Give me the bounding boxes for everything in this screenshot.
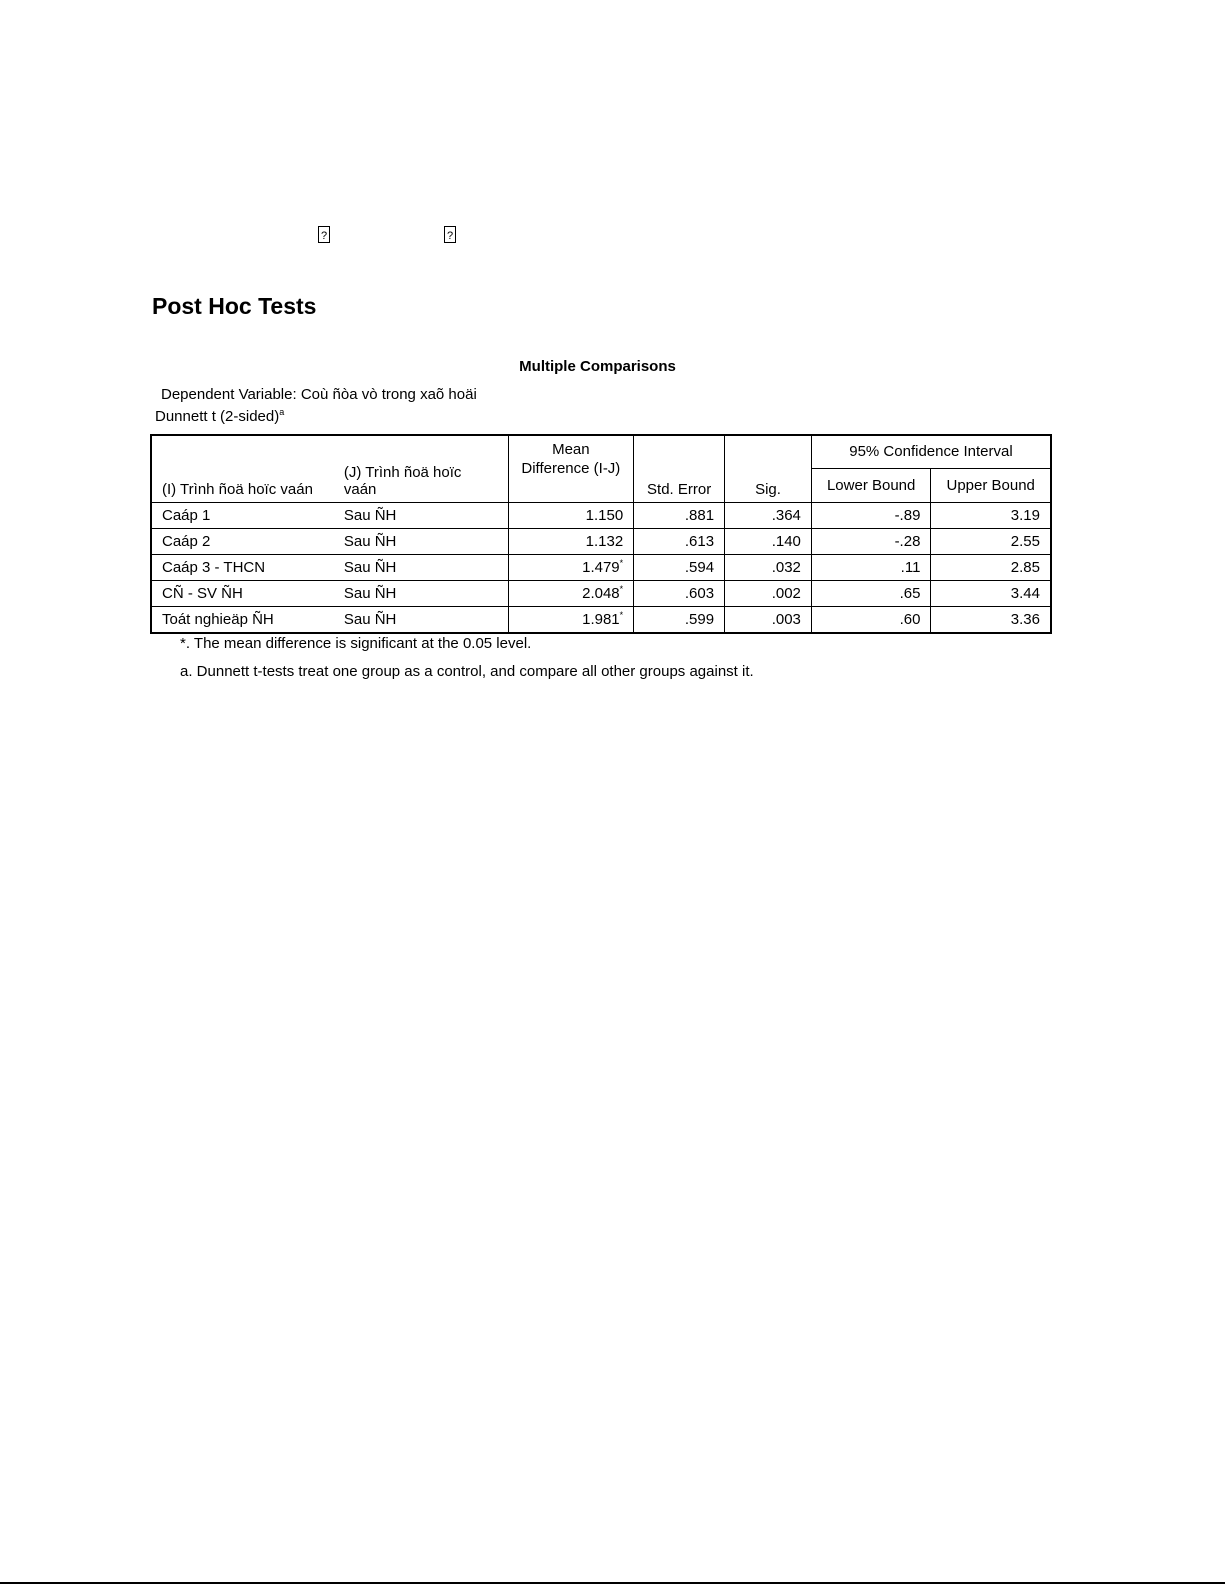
header-sig: Sig. bbox=[725, 435, 812, 503]
cell-mean-difference bbox=[508, 607, 634, 634]
header-mean-difference: Mean Difference (I-J) bbox=[508, 435, 634, 503]
missing-glyph-box: ? bbox=[444, 226, 456, 243]
cell-std-error: .603 bbox=[634, 581, 725, 607]
significance-star: * bbox=[619, 558, 624, 568]
cell-j: Sau ÑH bbox=[334, 607, 508, 634]
cell-mean-difference bbox=[508, 503, 634, 529]
header-confidence-interval: 95% Confidence Interval bbox=[811, 435, 1051, 468]
cell-lower-bound: -.89 bbox=[811, 503, 931, 529]
cell-i: CÑ - SV ÑH bbox=[151, 581, 334, 607]
cell-sig: .140 bbox=[725, 529, 812, 555]
cell-std-error: .881 bbox=[634, 503, 725, 529]
cell-j: Sau ÑH bbox=[334, 529, 508, 555]
cell-sig: .002 bbox=[725, 581, 812, 607]
header-upper-bound: Upper Bound bbox=[931, 468, 1051, 502]
cell-std-error: .613 bbox=[634, 529, 725, 555]
mean-difference-value: 1.981 bbox=[582, 611, 620, 628]
cell-upper-bound: 3.19 bbox=[931, 503, 1051, 529]
cell-j: Sau ÑH bbox=[334, 581, 508, 607]
test-method-label: Dunnett t (2-sided) bbox=[155, 408, 280, 425]
section-heading: Post Hoc Tests bbox=[152, 293, 317, 319]
header-lower-bound: Lower Bound bbox=[811, 468, 931, 502]
footnote-significance: *. The mean difference is significant at the 0.05 level. bbox=[180, 635, 532, 652]
header-j: (J) Trình ñoä hoïc vaán bbox=[334, 435, 508, 503]
cell-std-error: .599 bbox=[634, 607, 725, 634]
test-method-footnote: a bbox=[279, 407, 285, 417]
significance-star: * bbox=[619, 610, 624, 620]
cell-j: Sau ÑH bbox=[334, 555, 508, 581]
mean-difference-value: 1.132 bbox=[585, 533, 624, 550]
table-row bbox=[151, 503, 1051, 529]
table-row bbox=[151, 607, 1051, 634]
missing-glyph-box: ? bbox=[318, 226, 330, 243]
mean-difference-value: 1.479 bbox=[582, 559, 620, 576]
table-title: Multiple Comparisons bbox=[519, 358, 676, 375]
cell-upper-bound: 3.36 bbox=[931, 607, 1051, 634]
cell-sig: .032 bbox=[725, 555, 812, 581]
page-bottom-rule bbox=[0, 1582, 1225, 1584]
cell-mean-difference bbox=[508, 555, 634, 581]
cell-mean-difference bbox=[508, 529, 634, 555]
cell-upper-bound: 2.85 bbox=[931, 555, 1051, 581]
cell-std-error: .594 bbox=[634, 555, 725, 581]
footnote-dunnett: a. Dunnett t-tests treat one group as a control, and compare all other groups against it. bbox=[180, 663, 754, 680]
cell-mean-difference bbox=[508, 581, 634, 607]
cell-lower-bound: .65 bbox=[811, 581, 931, 607]
cell-i: Caáp 1 bbox=[151, 503, 334, 529]
dependent-variable: Dependent Variable: Coù ñòa vò trong xaõ hoäi bbox=[161, 386, 477, 403]
table-row bbox=[151, 529, 1051, 555]
cell-i: Caáp 2 bbox=[151, 529, 334, 555]
cell-upper-bound: 2.55 bbox=[931, 529, 1051, 555]
cell-upper-bound: 3.44 bbox=[931, 581, 1051, 607]
cell-lower-bound: -.28 bbox=[811, 529, 931, 555]
mean-difference-value: 1.150 bbox=[585, 507, 624, 524]
table-row bbox=[151, 555, 1051, 581]
significance-star: * bbox=[619, 584, 624, 594]
mean-difference-value: 2.048 bbox=[582, 585, 620, 602]
cell-sig: .364 bbox=[725, 503, 812, 529]
multiple-comparisons-table bbox=[150, 434, 1052, 634]
cell-j: Sau ÑH bbox=[334, 503, 508, 529]
header-std-error: Std. Error bbox=[634, 435, 725, 503]
header-i: (I) Trình ñoä hoïc vaán bbox=[151, 435, 334, 503]
cell-i: Toát nghieäp ÑH bbox=[151, 607, 334, 634]
cell-sig: .003 bbox=[725, 607, 812, 634]
cell-lower-bound: .60 bbox=[811, 607, 931, 634]
cell-lower-bound: .11 bbox=[811, 555, 931, 581]
test-method bbox=[155, 408, 284, 425]
table-row bbox=[151, 581, 1051, 607]
cell-i: Caáp 3 - THCN bbox=[151, 555, 334, 581]
